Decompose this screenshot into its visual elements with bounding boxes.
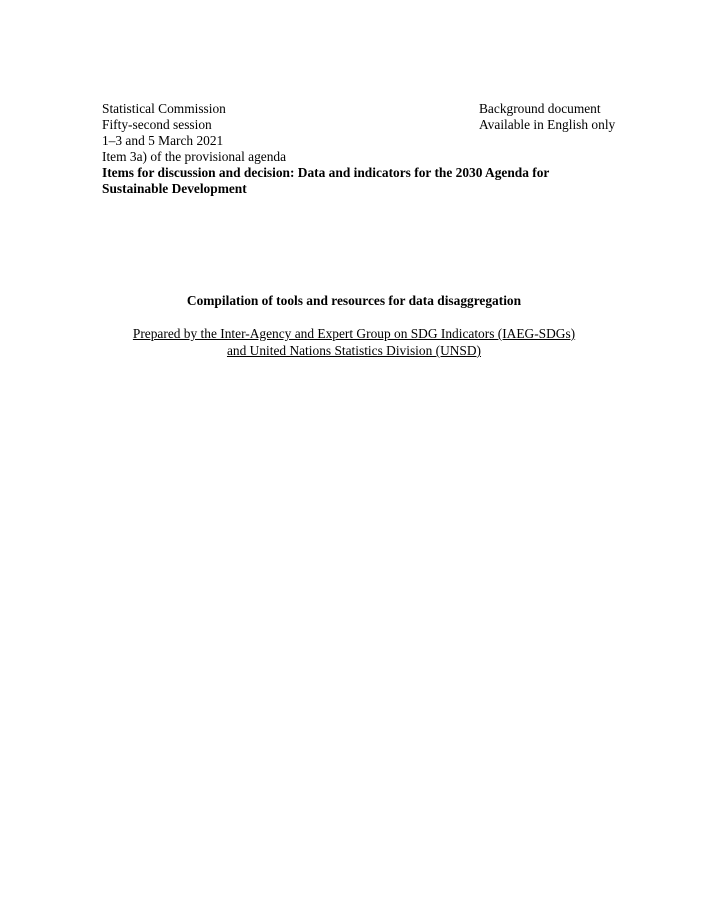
agenda-item: Item 3a) of the provisional agenda [102, 149, 287, 164]
session-name: Fifty-second session [102, 117, 212, 132]
agenda-item-title: Items for discussion and decision: Data and indicators for the 2030 Agenda for Sustainable Development [102, 165, 550, 196]
prepared-by [0, 325, 708, 359]
document-status [479, 101, 679, 133]
document-type: Background document [479, 101, 601, 116]
session-dates: 1–3 and 5 March 2021 [102, 133, 224, 148]
commission-name: Statistical Commission [102, 101, 226, 116]
language-availability: Available in English only [479, 117, 616, 132]
document-title: Compilation of tools and resources for data disaggregation [186, 293, 522, 308]
prepared-by-line-2: and United Nations Statistics Division (UNSD) [226, 343, 482, 358]
prepared-by-line-1: Prepared by the Inter-Agency and Expert Group on SDG Indicators (IAEG-SDGs) [132, 326, 576, 341]
